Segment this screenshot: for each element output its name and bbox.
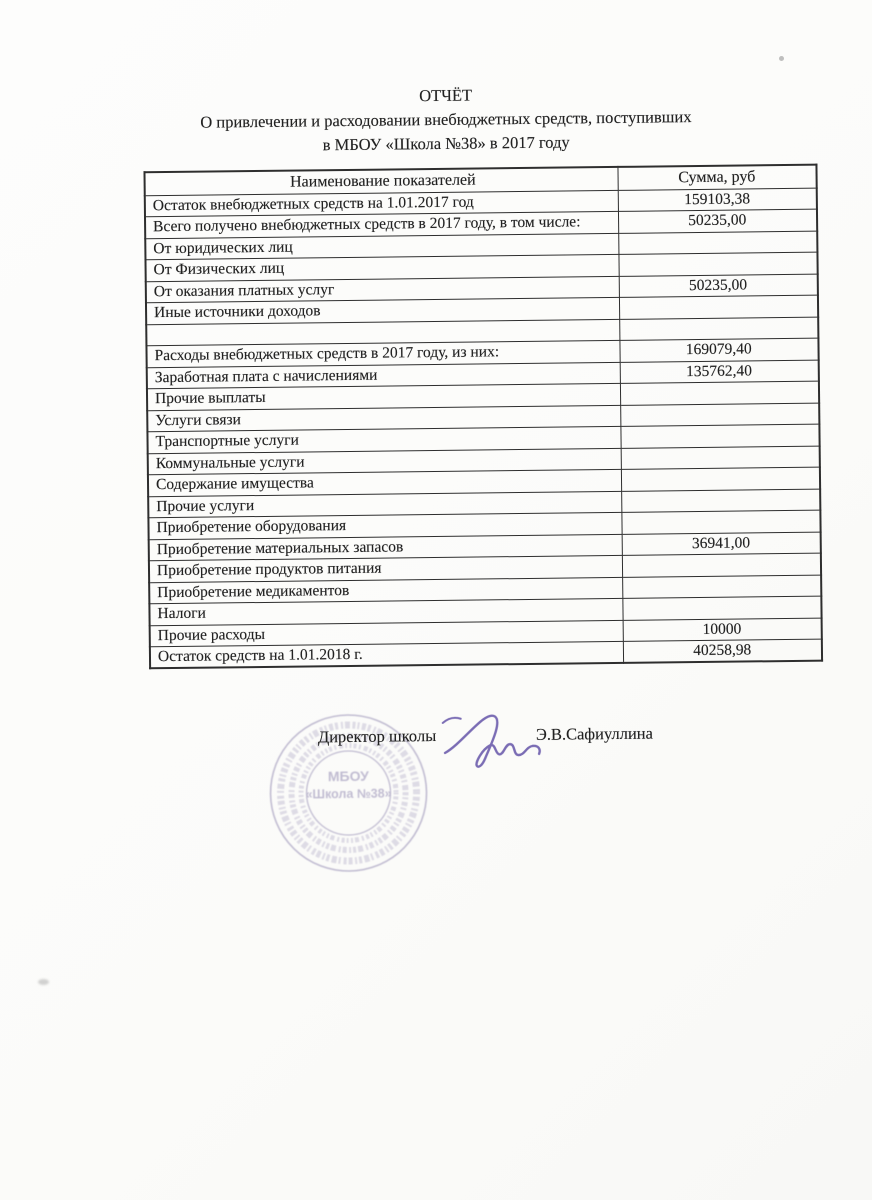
row-indicator-label: Прочие расходы <box>150 620 623 647</box>
row-amount-value: 135762,40 <box>620 360 819 384</box>
row-amount-value: 159103,38 <box>618 188 817 212</box>
row-amount-value <box>618 231 817 255</box>
scan-artifact-speck-bottom <box>38 979 49 985</box>
row-indicator-label: Заработная плата с начислениями <box>147 362 620 389</box>
row-amount-value <box>619 295 818 319</box>
report-subtitle-line1: О привлечении и расходовании внебюджетных средств, поступивших <box>200 107 692 132</box>
row-indicator-label: Услуги связи <box>147 405 620 432</box>
report-title: ОТЧЁТ <box>419 85 473 106</box>
scan-artifact-speck-top <box>779 56 784 61</box>
row-indicator-label: Содержание имущества <box>148 469 621 496</box>
row-amount-value <box>621 510 820 534</box>
row-amount-value <box>621 446 820 470</box>
row-indicator-label: Расходы внебюджетных средств в 2017 году, из них: <box>146 340 619 367</box>
row-indicator-label: Приобретение материальных запасов <box>149 534 622 561</box>
report-subtitle-line2: в МБОУ «Школа №38» в 2017 году <box>322 132 570 155</box>
column-header-amount: Сумма, руб <box>617 165 816 190</box>
row-amount-value <box>621 467 820 491</box>
row-amount-value <box>618 252 817 276</box>
row-indicator-label: Иные источники доходов <box>146 297 619 324</box>
row-indicator-label: Всего получено внебюджетных средств в 2017 году, в том числе: <box>145 211 618 238</box>
column-header-indicators: Наименование показателей <box>144 167 617 195</box>
stamp-org-name: «Школа №38» <box>305 786 392 802</box>
row-indicator-label: От Физических лиц <box>145 254 618 281</box>
signature-name: Э.В.Сафиуллина <box>535 723 653 744</box>
row-indicator-label: Приобретение оборудования <box>148 512 621 539</box>
row-indicator-label: Приобретение медикаментов <box>149 577 622 604</box>
row-amount-value: 50235,00 <box>618 209 817 233</box>
row-amount-value <box>622 553 821 577</box>
stamp-org-abbr: МБОУ <box>327 767 369 785</box>
row-amount-value <box>620 403 819 427</box>
row-amount-value: 169079,40 <box>619 338 818 362</box>
row-indicator-label: Остаток внебюджетных средств на 1.01.2017 год <box>145 190 618 217</box>
signature-role-label: Директор школы <box>317 726 437 747</box>
row-amount-value <box>621 489 820 513</box>
report-table <box>143 164 823 670</box>
row-amount-value <box>622 596 821 620</box>
row-amount-value <box>619 317 818 341</box>
report-table-body <box>145 188 822 669</box>
row-indicator-label: Транспортные услуги <box>147 426 620 453</box>
row-indicator-label: Остаток средств на 1.01.2018 г. <box>150 641 623 668</box>
report-header <box>26 79 867 161</box>
row-amount-value <box>620 424 819 448</box>
row-indicator-label: Приобретение продуктов питания <box>149 555 622 582</box>
row-indicator-label: Прочие выплаты <box>147 383 620 410</box>
row-amount-value <box>620 381 819 405</box>
row-amount-value <box>622 575 821 599</box>
row-indicator-label: Прочие услуги <box>148 491 621 518</box>
row-indicator-label: Коммунальные услуги <box>148 448 621 475</box>
row-amount-value: 40258,98 <box>623 639 822 663</box>
row-indicator-label: От юридических лиц <box>145 233 618 260</box>
row-amount-value: 50235,00 <box>619 274 818 298</box>
row-indicator-label: От оказания платных услуг <box>146 276 619 303</box>
row-amount-value: 10000 <box>623 618 822 642</box>
row-indicator-label: Налоги <box>149 598 622 625</box>
row-amount-value: 36941,00 <box>622 532 821 556</box>
school-stamp-seal <box>247 692 449 894</box>
